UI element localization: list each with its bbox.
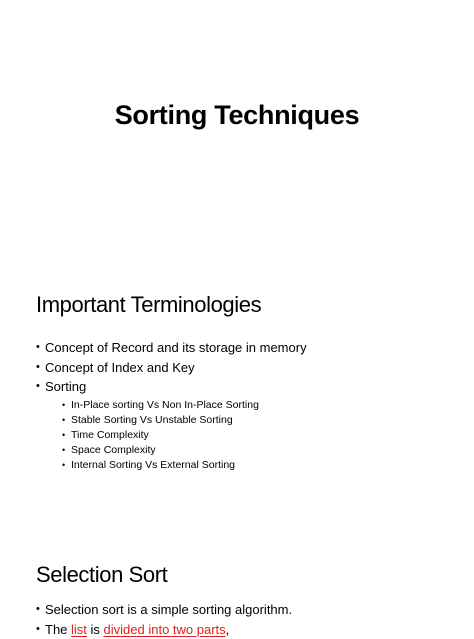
terminologies-slide [0, 248, 474, 496]
highlighted-term: divided into two parts [104, 622, 226, 637]
sub-list-item [62, 458, 307, 473]
bullet-text-part: is [87, 622, 104, 637]
sub-list-item [62, 443, 307, 458]
bullet-list [36, 600, 292, 639]
sub-bullet-text: Stable Sorting Vs Unstable Sorting [71, 414, 233, 426]
slide-heading: Selection Sort [36, 562, 167, 588]
list-item [36, 600, 292, 620]
sub-list-item [62, 428, 307, 443]
selection-sort-slide [0, 496, 474, 632]
bullet-list [36, 338, 307, 474]
bullet-text: Concept of Record and its storage in memory [45, 340, 307, 355]
list-item [36, 620, 292, 639]
bullet-text: Sorting [45, 379, 86, 394]
bullet-text-part: , [226, 622, 230, 637]
title-slide [0, 0, 474, 248]
slide-title: Sorting Techniques [0, 100, 474, 131]
sub-bullet-text: Space Complexity [71, 444, 156, 456]
list-item [36, 358, 307, 378]
sub-bullet-text: Internal Sorting Vs External Sorting [71, 459, 235, 471]
sub-bullet-list [45, 398, 307, 474]
highlighted-term: list [71, 622, 87, 637]
bullet-text: Selection sort is a simple sorting algorithm. [45, 602, 292, 617]
bullet-text-part: The [45, 622, 71, 637]
list-item [36, 338, 307, 358]
sub-list-item [62, 398, 307, 413]
slide-heading: Important Terminologies [36, 292, 261, 318]
sub-bullet-text: Time Complexity [71, 429, 149, 441]
bullet-text: Concept of Index and Key [45, 360, 195, 375]
sub-list-item [62, 413, 307, 428]
list-item [36, 377, 307, 474]
sub-bullet-text: In-Place sorting Vs Non In-Place Sorting [71, 399, 259, 411]
